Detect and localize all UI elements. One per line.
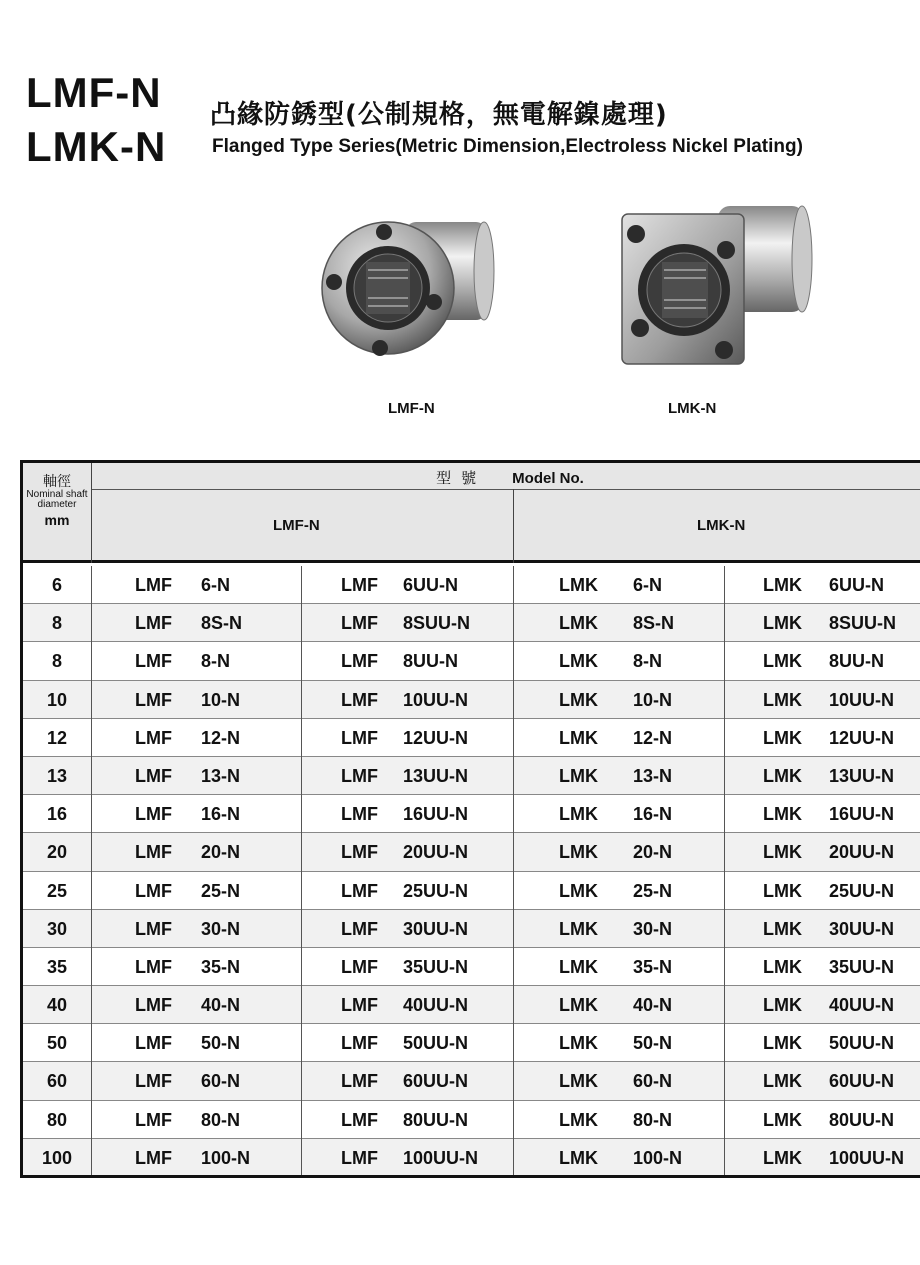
lmk-prefix-cell: LMK bbox=[559, 804, 598, 825]
lmk-model-cell: 100-N bbox=[633, 1147, 683, 1168]
lmk-uu-prefix-cell: LMK bbox=[763, 880, 802, 901]
lmk-prefix-cell: LMK bbox=[559, 727, 598, 748]
lmf-uu-prefix-cell: LMF bbox=[341, 765, 378, 786]
lmk-model-cell: 40-N bbox=[633, 995, 673, 1016]
lmk-uu-prefix-cell: LMK bbox=[763, 804, 802, 825]
lmk-prefix-cell: LMK bbox=[559, 575, 598, 595]
lmk-uu-model-cell: 6UU-N bbox=[829, 575, 885, 595]
lmk-uu-prefix-cell: LMK bbox=[763, 1109, 802, 1130]
lmf-prefix-cell: LMF bbox=[135, 995, 172, 1016]
lmf-uu-model-cell: 12UU-N bbox=[403, 727, 469, 748]
lmk-uu-prefix-cell: LMK bbox=[763, 613, 802, 634]
lmf-uu-prefix-cell: LMF bbox=[341, 1147, 378, 1168]
shaft-cell: 10 bbox=[46, 689, 68, 710]
lmk-uu-prefix-cell: LMK bbox=[763, 765, 802, 786]
table-row bbox=[23, 1062, 920, 1100]
lmf-model-cell: 6-N bbox=[201, 575, 231, 595]
lmk-uu-model-cell: 100UU-N bbox=[829, 1147, 905, 1168]
lmk-model-cell: 30-N bbox=[633, 918, 673, 939]
shaft-cell: 30 bbox=[46, 918, 68, 939]
lmk-uu-prefix-cell: LMK bbox=[763, 689, 802, 710]
lmf-uu-prefix-cell: LMF bbox=[341, 689, 378, 710]
lmk-uu-prefix-cell: LMK bbox=[763, 1071, 802, 1092]
table-row bbox=[23, 604, 920, 642]
model-header-en: Model No. bbox=[512, 470, 584, 487]
lmf-model-cell: 13-N bbox=[201, 765, 241, 786]
lmf-uu-prefix-cell: LMF bbox=[341, 651, 378, 672]
lmk-uu-model-cell: 40UU-N bbox=[829, 995, 895, 1016]
lmk-prefix-cell: LMK bbox=[559, 1147, 598, 1168]
lmk-uu-prefix-cell: LMK bbox=[763, 1033, 802, 1054]
lmf-prefix-cell: LMF bbox=[135, 613, 172, 634]
lmf-uu-model-cell: 60UU-N bbox=[403, 1071, 469, 1092]
lmf-product-caption: LMF-N bbox=[388, 400, 435, 417]
subtitle-chinese: 凸緣防銹型(公制規格，無電解鎳處理) bbox=[210, 100, 668, 130]
table-header bbox=[23, 463, 920, 563]
lmk-uu-prefix-cell: LMK bbox=[763, 956, 802, 977]
lmf-prefix-cell: LMF bbox=[135, 1147, 172, 1168]
lmf-uu-model-cell: 80UU-N bbox=[403, 1109, 469, 1130]
lmk-uu-model-cell: 35UU-N bbox=[829, 956, 895, 977]
table-row bbox=[23, 719, 920, 757]
shaft-cell: 80 bbox=[46, 1109, 68, 1130]
lmf-uu-prefix-cell: LMF bbox=[341, 1109, 378, 1130]
lmf-prefix-cell: LMF bbox=[135, 1071, 172, 1092]
lmf-model-cell: 100-N bbox=[201, 1147, 251, 1168]
lmf-uu-prefix-cell: LMF bbox=[341, 880, 378, 901]
lmf-uu-prefix-cell: LMF bbox=[341, 918, 378, 939]
lmf-model-cell: 8-N bbox=[201, 651, 231, 672]
lmf-prefix-cell: LMF bbox=[135, 1033, 172, 1054]
lmk-uu-model-cell: 80UU-N bbox=[829, 1109, 895, 1130]
table-row bbox=[23, 872, 920, 910]
lmk-uu-prefix-cell: LMK bbox=[763, 575, 802, 595]
shaft-cell: 6 bbox=[51, 575, 62, 595]
lmf-uu-model-cell: 35UU-N bbox=[403, 956, 469, 977]
lmf-model-cell: 30-N bbox=[201, 918, 241, 939]
lmf-model-cell: 12-N bbox=[201, 727, 241, 748]
table-row bbox=[23, 642, 920, 680]
shaft-cell: 12 bbox=[46, 727, 68, 748]
lmf-model-cell: 40-N bbox=[201, 995, 241, 1016]
table-row bbox=[23, 948, 920, 986]
lmk-uu-model-cell: 25UU-N bbox=[829, 880, 895, 901]
group-label-lmf: LMF-N bbox=[273, 517, 320, 534]
shaft-cell: 16 bbox=[46, 804, 68, 825]
lmf-prefix-cell: LMF bbox=[135, 575, 172, 595]
lmk-model-cell: 80-N bbox=[633, 1109, 673, 1130]
table-row bbox=[23, 1139, 920, 1177]
lmf-prefix-cell: LMF bbox=[135, 804, 172, 825]
lmf-uu-prefix-cell: LMF bbox=[341, 613, 378, 634]
shaft-cell: 8 bbox=[51, 651, 62, 672]
lmk-prefix-cell: LMK bbox=[559, 1071, 598, 1092]
lmf-uu-prefix-cell: LMF bbox=[341, 1071, 378, 1092]
lmk-prefix-cell: LMK bbox=[559, 1109, 598, 1130]
table-row bbox=[23, 833, 920, 871]
shaft-cell: 40 bbox=[46, 995, 68, 1016]
shaft-header-unit: mm bbox=[44, 511, 70, 528]
lmf-uu-prefix-cell: LMF bbox=[341, 842, 378, 863]
series-title-lmk: LMK-N bbox=[26, 123, 167, 170]
lmk-uu-model-cell: 8UU-N bbox=[829, 651, 885, 672]
lmk-prefix-cell: LMK bbox=[559, 651, 598, 672]
shaft-header-en: Nominal shaft diameter bbox=[26, 488, 88, 511]
shaft-cell: 50 bbox=[46, 1033, 68, 1054]
lmk-uu-prefix-cell: LMK bbox=[763, 842, 802, 863]
lmf-prefix-cell: LMF bbox=[135, 842, 172, 863]
lmf-model-cell: 80-N bbox=[201, 1109, 241, 1130]
lmk-uu-model-cell: 13UU-N bbox=[829, 765, 895, 786]
lmk-model-cell: 25-N bbox=[633, 880, 673, 901]
lmf-model-cell: 60-N bbox=[201, 1071, 241, 1092]
lmf-uu-model-cell: 8UU-N bbox=[403, 651, 459, 672]
table-row bbox=[23, 1101, 920, 1139]
lmk-uu-model-cell: 60UU-N bbox=[829, 1071, 895, 1092]
lmf-uu-prefix-cell: LMF bbox=[341, 727, 378, 748]
lmk-model-cell: 8-N bbox=[633, 651, 663, 672]
subtitle-english: Flanged Type Series(Metric Dimension,Electroless Nickel Plating) bbox=[212, 136, 803, 157]
lmf-product-image bbox=[318, 206, 498, 376]
lmk-uu-model-cell: 50UU-N bbox=[829, 1033, 895, 1054]
table-row bbox=[23, 681, 920, 719]
lmf-uu-prefix-cell: LMF bbox=[341, 575, 378, 595]
lmf-uu-model-cell: 16UU-N bbox=[403, 804, 469, 825]
lmf-uu-model-cell: 8SUU-N bbox=[403, 613, 471, 634]
lmf-uu-model-cell: 30UU-N bbox=[403, 918, 469, 939]
lmf-prefix-cell: LMF bbox=[135, 880, 172, 901]
lmk-uu-prefix-cell: LMK bbox=[763, 918, 802, 939]
model-header-zh: 型號 bbox=[436, 469, 487, 487]
lmf-prefix-cell: LMF bbox=[135, 689, 172, 710]
shaft-diameter-header bbox=[23, 463, 91, 563]
lmf-prefix-cell: LMF bbox=[135, 1109, 172, 1130]
lmf-uu-prefix-cell: LMF bbox=[341, 804, 378, 825]
lmk-model-cell: 12-N bbox=[633, 727, 673, 748]
lmf-model-cell: 20-N bbox=[201, 842, 241, 863]
shaft-cell: 25 bbox=[46, 880, 68, 901]
lmk-uu-model-cell: 8SUU-N bbox=[829, 613, 897, 634]
model-no-header bbox=[93, 467, 920, 488]
lmf-uu-model-cell: 50UU-N bbox=[403, 1033, 469, 1054]
lmf-prefix-cell: LMF bbox=[135, 727, 172, 748]
table-row bbox=[23, 757, 920, 795]
lmk-model-cell: 8S-N bbox=[633, 613, 675, 634]
shaft-cell: 20 bbox=[46, 842, 68, 863]
lmk-prefix-cell: LMK bbox=[559, 689, 598, 710]
lmk-product-caption: LMK-N bbox=[668, 400, 717, 417]
model-table bbox=[20, 460, 920, 1178]
lmf-uu-model-cell: 100UU-N bbox=[403, 1147, 479, 1168]
lmf-uu-prefix-cell: LMF bbox=[341, 995, 378, 1016]
lmf-prefix-cell: LMF bbox=[135, 651, 172, 672]
shaft-cell: 13 bbox=[46, 765, 68, 786]
lmk-model-cell: 35-N bbox=[633, 956, 673, 977]
table-body bbox=[23, 566, 920, 1177]
lmk-uu-model-cell: 10UU-N bbox=[829, 689, 895, 710]
lmf-prefix-cell: LMF bbox=[135, 918, 172, 939]
table-row bbox=[23, 566, 920, 604]
lmf-model-cell: 35-N bbox=[201, 956, 241, 977]
lmk-prefix-cell: LMK bbox=[559, 765, 598, 786]
shaft-cell: 8 bbox=[51, 613, 62, 634]
lmf-uu-model-cell: 20UU-N bbox=[403, 842, 469, 863]
table-row bbox=[23, 910, 920, 948]
shaft-cell: 60 bbox=[46, 1071, 68, 1092]
lmk-prefix-cell: LMK bbox=[559, 918, 598, 939]
lmf-prefix-cell: LMF bbox=[135, 956, 172, 977]
lmf-uu-model-cell: 6UU-N bbox=[403, 575, 459, 595]
lmf-uu-prefix-cell: LMF bbox=[341, 956, 378, 977]
lmf-uu-prefix-cell: LMF bbox=[341, 1033, 378, 1054]
shaft-cell: 100 bbox=[41, 1147, 73, 1168]
lmk-uu-prefix-cell: LMK bbox=[763, 727, 802, 748]
table-row bbox=[23, 986, 920, 1024]
lmk-prefix-cell: LMK bbox=[559, 613, 598, 634]
shaft-header-zh: 軸徑 bbox=[43, 474, 71, 490]
lmk-uu-model-cell: 16UU-N bbox=[829, 804, 895, 825]
lmk-uu-prefix-cell: LMK bbox=[763, 995, 802, 1016]
lmf-model-cell: 16-N bbox=[201, 804, 241, 825]
lmf-model-cell: 10-N bbox=[201, 689, 241, 710]
lmf-uu-model-cell: 40UU-N bbox=[403, 995, 469, 1016]
lmk-prefix-cell: LMK bbox=[559, 880, 598, 901]
lmk-model-cell: 10-N bbox=[633, 689, 673, 710]
lmk-model-cell: 20-N bbox=[633, 842, 673, 863]
lmk-model-cell: 13-N bbox=[633, 765, 673, 786]
group-label-lmk: LMK-N bbox=[697, 517, 746, 534]
lmf-model-cell: 50-N bbox=[201, 1033, 241, 1054]
lmf-uu-model-cell: 25UU-N bbox=[403, 880, 469, 901]
lmk-product-image bbox=[618, 200, 818, 375]
lmk-model-cell: 50-N bbox=[633, 1033, 673, 1054]
lmf-model-cell: 8S-N bbox=[201, 613, 243, 634]
lmf-uu-model-cell: 10UU-N bbox=[403, 689, 469, 710]
lmk-uu-model-cell: 12UU-N bbox=[829, 727, 895, 748]
lmk-prefix-cell: LMK bbox=[559, 842, 598, 863]
lmk-prefix-cell: LMK bbox=[559, 956, 598, 977]
lmk-prefix-cell: LMK bbox=[559, 995, 598, 1016]
shaft-cell: 35 bbox=[46, 956, 68, 977]
lmf-model-cell: 25-N bbox=[201, 880, 241, 901]
lmk-model-cell: 16-N bbox=[633, 804, 673, 825]
lmk-prefix-cell: LMK bbox=[559, 1033, 598, 1054]
lmk-model-cell: 60-N bbox=[633, 1071, 673, 1092]
table-row bbox=[23, 795, 920, 833]
table-row bbox=[23, 1024, 920, 1062]
series-title-lmf: LMF-N bbox=[26, 69, 162, 116]
lmf-prefix-cell: LMF bbox=[135, 765, 172, 786]
lmk-model-cell: 6-N bbox=[633, 575, 663, 595]
lmk-uu-prefix-cell: LMK bbox=[763, 651, 802, 672]
lmf-uu-model-cell: 13UU-N bbox=[403, 765, 469, 786]
lmk-uu-model-cell: 30UU-N bbox=[829, 918, 895, 939]
lmk-uu-model-cell: 20UU-N bbox=[829, 842, 895, 863]
lmk-uu-prefix-cell: LMK bbox=[763, 1147, 802, 1168]
